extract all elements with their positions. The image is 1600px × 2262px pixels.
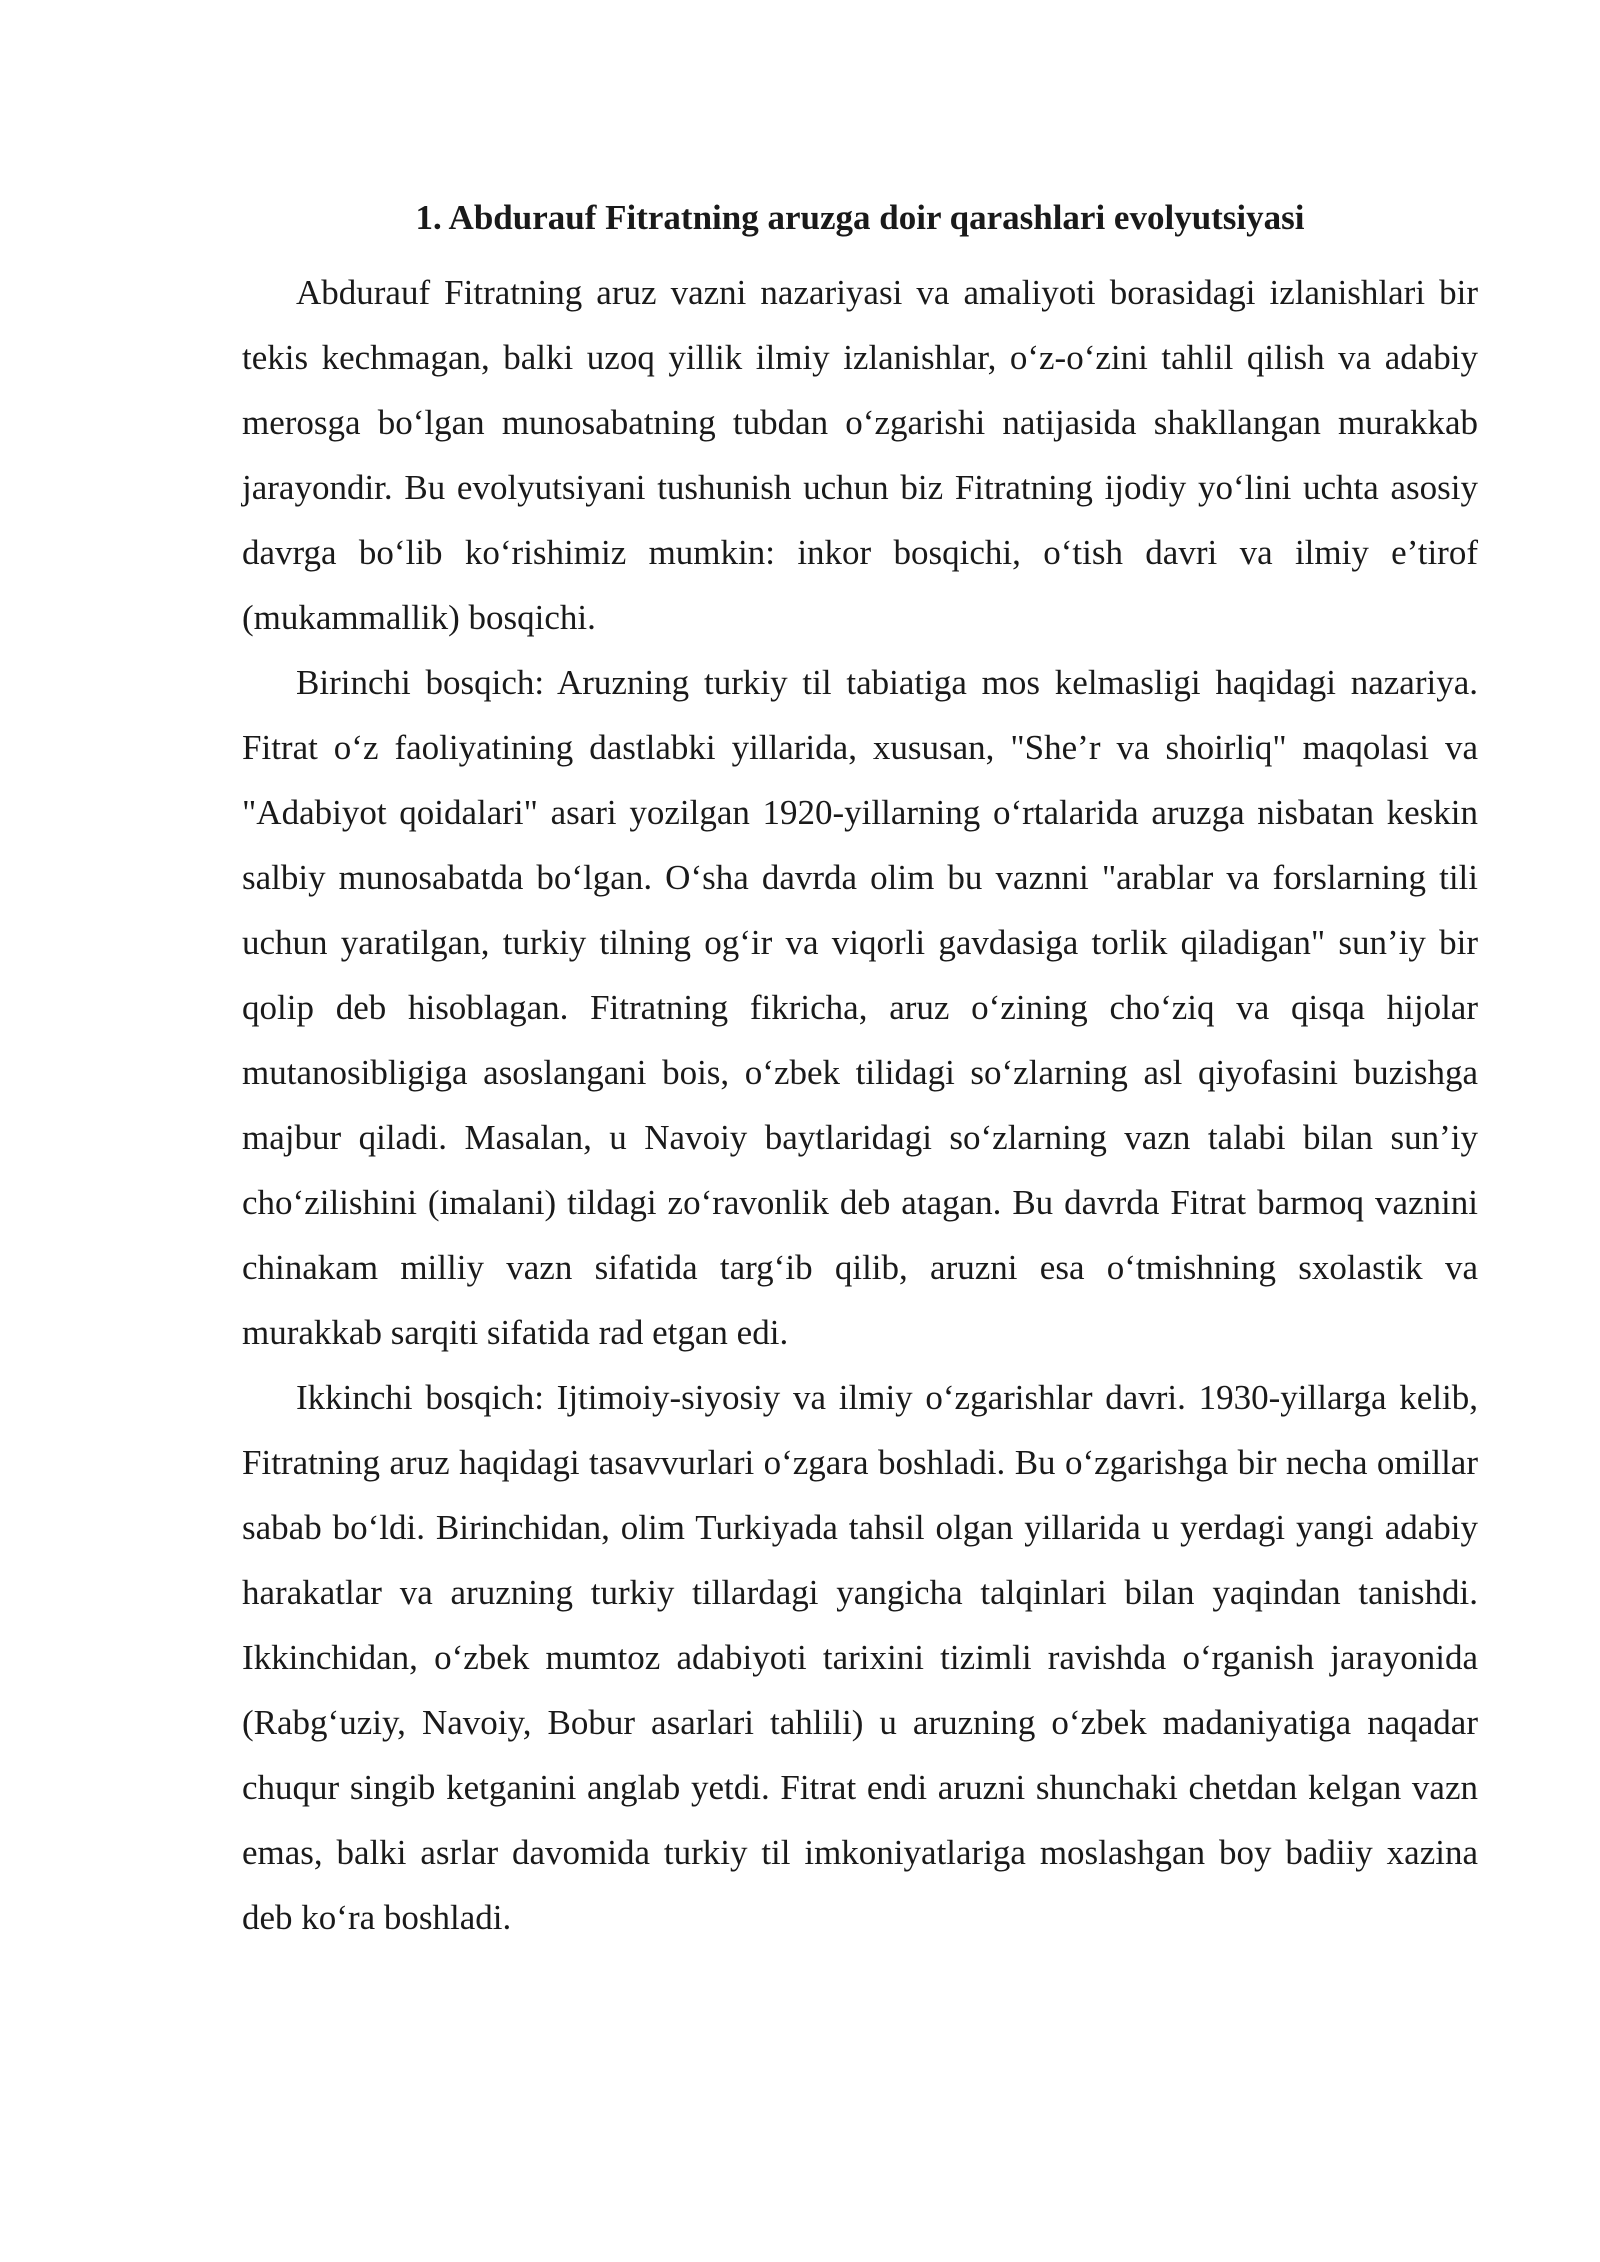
section-heading: 1. Abdurauf Fitratning aruzga doir qarashlari evolyutsiyasi [415, 198, 1305, 237]
paragraph-intro: Abdurauf Fitratning aruz vazni nazariyasi va amaliyoti borasidagi izlanishlari bir tekis kechmagan, balki uzoq yillik ilmiy izlanishlar, o‘z-o‘zini tahlil qilish va adabiy merosga bo‘lgan munosabatning tubdan o‘zgarishi natijasida shakllangan murakkab jarayondir. Bu evolyutsiyani tushunish uchun biz Fitratning ijodiy yo‘lini uchta asosiy davrga bo‘lib ko‘rishimiz mumkin: inkor bosqichi, o‘tish davri va ilmiy e’tirof (mukammallik) bosqichi. [242, 273, 1478, 637]
paragraph-stage-one: Birinchi bosqich: Aruzning turkiy til tabiatiga mos kelmasligi haqidagi nazariya. Fitrat o‘z faoliyatining dastlabki yillarida, xususan, "She’r va shoirliq" maqolasi va "Adabiyot qoidalari" asari yozilgan 1920-yillarning o‘rtalarida aruzga nisbatan keskin salbiy munosabatda bo‘lgan. O‘sha davrda olim bu vaznni "arablar va forslarning tili uchun yaratilgan, turkiy tilning og‘ir va viqorli gavdasiga torlik qiladigan" sun’iy bir qolip deb hisoblagan. Fitratning fikricha, aruz o‘zining cho‘ziq va qisqa hijolar mutanosibligiga asoslangani bois, o‘zbek tilidagi so‘zlarning asl qiyofasini buzishga majbur qiladi. Masalan, u Navoiy baytlaridagi so‘zlarning vazn talabi bilan sun’iy cho‘zilishini (imalani) tildagi zo‘ravonlik deb atagan. Bu davrda Fitrat barmoq vaznini chinakam milliy vazn sifatida targ‘ib qilib, aruzni esa o‘tmishning sxolastik va murakkab sarqiti sifatida rad etgan edi. [242, 663, 1478, 1352]
document-body [242, 188, 1478, 1950]
paragraph-stage-two: Ikkinchi bosqich: Ijtimoiy-siyosiy va ilmiy o‘zgarishlar davri. 1930-yillarga kelib, Fitratning aruz haqidagi tasavvurlari o‘zgara boshladi. Bu o‘zgarishga bir necha omillar sabab bo‘ldi. Birinchidan, olim Turkiyada tahsil olgan yillarida u yerdagi yangi adabiy harakatlar va aruzning turkiy tillardagi yangicha talqinlari bilan yaqindan tanishdi. Ikkinchidan, o‘zbek mumtoz adabiyoti tarixini tizimli ravishda o‘rganish jarayonida (Rabg‘uziy, Navoiy, Bobur asarlari tahlili) u aruzning o‘zbek madaniyatiga naqadar chuqur singib ketganini anglab yetdi. Fitrat endi aruzni shunchaki chetdan kelgan vazn emas, balki asrlar davomida turkiy til imkoniyatlariga moslashgan boy badiiy xazina deb ko‘ra boshladi. [242, 1378, 1478, 1937]
